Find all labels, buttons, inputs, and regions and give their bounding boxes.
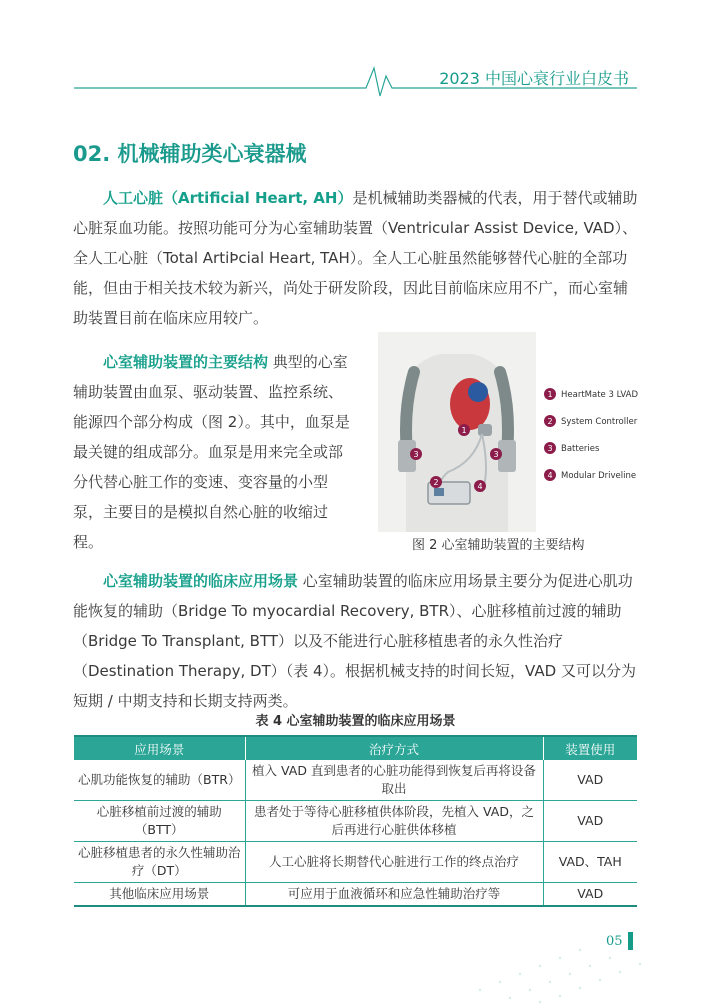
- svg-text:3: 3: [493, 450, 499, 459]
- page-number: 05: [606, 934, 623, 949]
- svg-text:3: 3: [547, 444, 553, 453]
- svg-text:1: 1: [461, 426, 467, 435]
- table-cell: 心肌功能恢复的辅助（BTR）: [74, 760, 245, 801]
- legend-label: Batteries: [561, 444, 600, 454]
- table-header-row: [74, 736, 637, 760]
- svg-text:4: 4: [547, 471, 553, 480]
- legend-label: HeartMate 3 LVAD: [561, 390, 639, 400]
- table-header-cell: 应用场景: [74, 736, 245, 760]
- svg-text:2: 2: [433, 478, 439, 487]
- table-cell: 人工心脏将长期替代心脏进行工作的终点治疗: [245, 842, 543, 883]
- table-cell: VAD: [543, 801, 637, 842]
- vad-illustration: [378, 332, 640, 532]
- paragraph-highlight: 心室辅助装置的主要结构: [103, 353, 269, 371]
- paragraph-text: 心室辅助装置的临床应用场景主要分为促进心肌功能恢复的辅助（Bridge To myocardial Recovery, BTR）、心脏移植前过渡的辅助（Bridge To Transplant, BTT）以及不能进行心脏移植患者的永久性治疗（Destination Therapy, DT）（表 4）。根据机械支持的时间长短，VAD 又可以分为短期 / 中期支持和长期支持两类。: [73, 572, 636, 710]
- figure-caption: 图 2 心室辅助装置的主要结构: [412, 538, 585, 553]
- table-cell: 心脏移植患者的永久性辅助治疗（DT）: [74, 842, 245, 883]
- paragraph-vad-structure: [73, 347, 355, 557]
- table-cell: 心脏移植前过渡的辅助（BTT）: [74, 801, 245, 842]
- paragraph-highlight: 人工心脏（Artificial Heart, AH）: [103, 189, 353, 207]
- legend-label: System Controller: [561, 417, 638, 427]
- table-row: [74, 801, 637, 842]
- page-number-bar: [628, 932, 633, 950]
- section-title: 02. 机械辅助类心衰器械: [73, 142, 307, 166]
- table-header-cell: 治疗方式: [245, 736, 543, 760]
- table-cell: 植入 VAD 直到患者的心脏功能得到恢复后再将设备取出: [245, 760, 543, 801]
- table-cell: 可应用于血液循环和应急性辅助治疗等: [245, 883, 543, 907]
- paragraph-text: 是机械辅助类器械的代表，用于替代或辅助心脏泵血功能。按照功能可分为心室辅助装置（Ventricular Assist Device, VAD）、全人工心脏（Total ArtiÞcial Heart, TAH）。全人工心脏虽然能够替代心脏的全部功能，但由于相关技术较为新兴，尚处于研发阶段，因此目前临床应用不广，而心室辅助装置目前在临床应用较广。: [73, 189, 638, 327]
- table-header-cell: 装置使用: [543, 736, 637, 760]
- table-title: 表 4 心室辅助装置的临床应用场景: [255, 714, 456, 729]
- table-row: [74, 760, 637, 801]
- vad-figure: [378, 332, 640, 532]
- paragraph-text: 典型的心室辅助装置由血泵、驱动装置、监控系统、能源四个部分构成（图 2）。其中，血泵是最关键的组成部分。血泵是用来完全或部分代替心脏工作的变速、变容量的小型泵，主要目的是模拟自然心脏的收缩过程。: [73, 353, 350, 551]
- paragraph-artificial-heart: [73, 183, 639, 333]
- svg-text:2: 2: [547, 417, 553, 426]
- page-header: [74, 58, 637, 98]
- table-cell: VAD: [543, 760, 637, 801]
- figure-legend: [544, 388, 638, 481]
- table-cell: 其他临床应用场景: [74, 883, 245, 907]
- table-cell: VAD、TAH: [543, 842, 637, 883]
- legend-label: Modular Driveline: [561, 471, 637, 481]
- table-cell: 患者处于等待心脏移植供体阶段，先植入 VAD，之后再进行心脏供体移植: [245, 801, 543, 842]
- svg-text:1: 1: [547, 390, 553, 399]
- header-title: 2023 中国心衰行业白皮书: [439, 69, 629, 88]
- table-cell: VAD: [543, 883, 637, 907]
- dotted-wave-decoration: [440, 870, 710, 1007]
- paragraph-clinical-scenarios: [73, 566, 639, 716]
- svg-text:3: 3: [413, 450, 419, 459]
- svg-text:4: 4: [477, 482, 483, 491]
- paragraph-highlight: 心室辅助装置的临床应用场景: [103, 572, 299, 590]
